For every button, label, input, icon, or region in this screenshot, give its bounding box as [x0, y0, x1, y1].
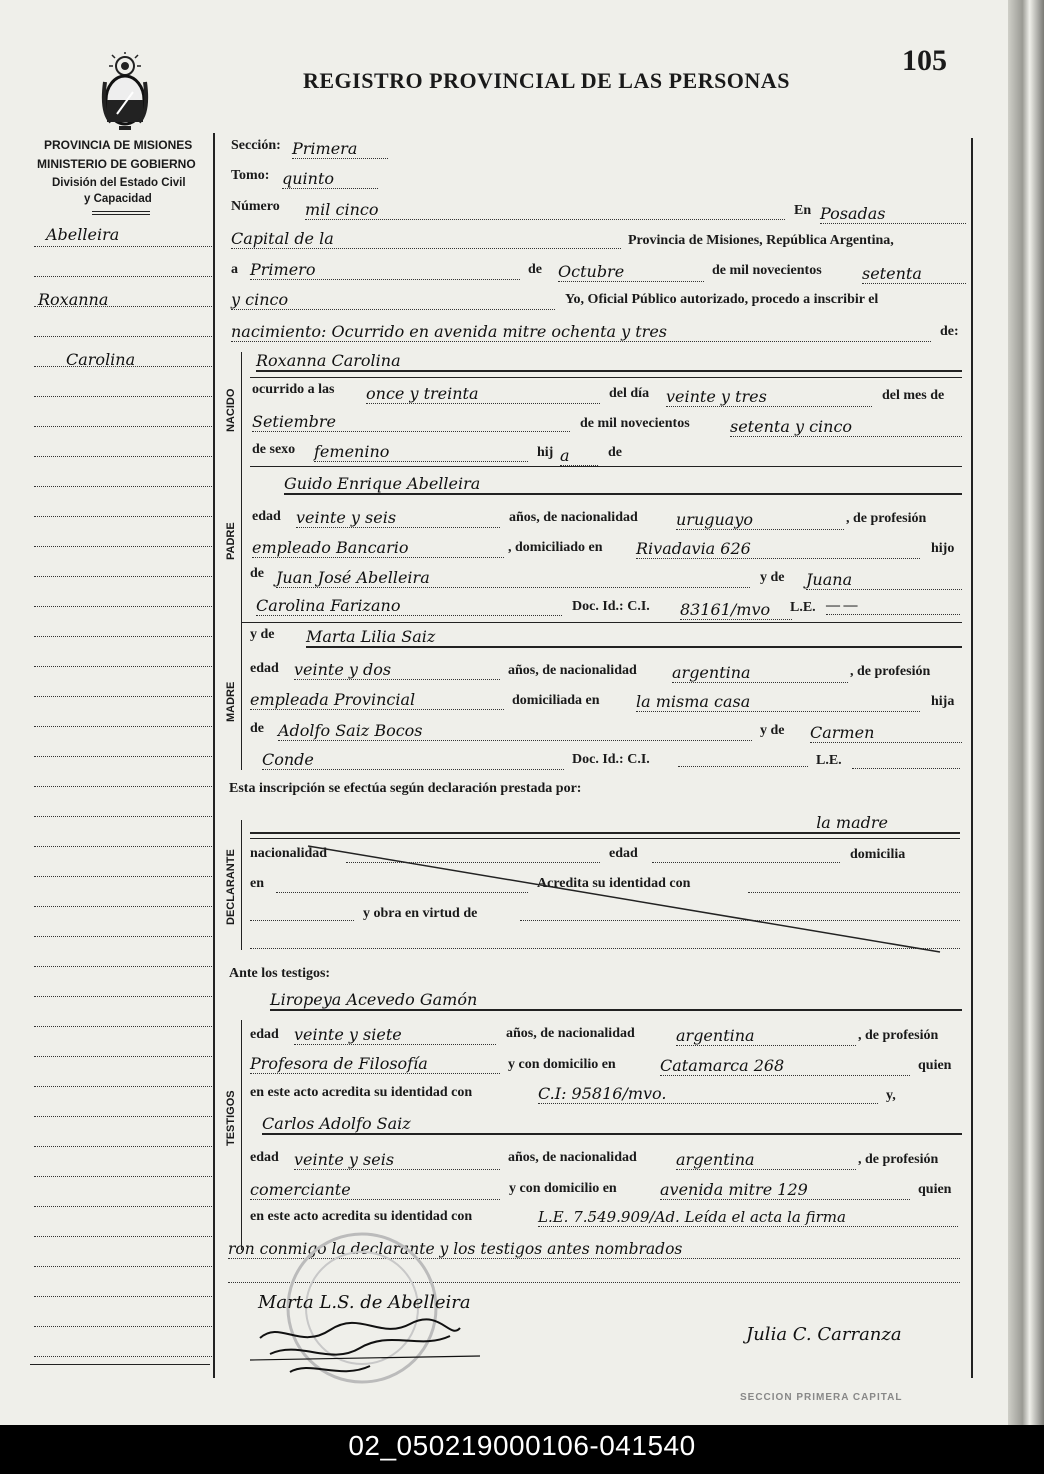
margin-line	[34, 1236, 212, 1237]
en-value: Posadas	[820, 204, 966, 224]
declarante-edad-label: edad	[609, 846, 638, 861]
declarante-en-label: en	[250, 876, 264, 891]
t1-prof-label: , de profesión	[858, 1028, 939, 1043]
seccion-label: Sección:	[231, 138, 281, 153]
divider	[92, 214, 150, 215]
ministry-label: MINISTERIO DE GOBIERNO	[37, 157, 196, 171]
margin-line	[34, 306, 212, 307]
testigo-1-nombre: Liropeya Acevedo Gamón	[270, 990, 962, 1011]
t2-dom-label: y con domicilio en	[509, 1181, 617, 1196]
ocurrido-label: ocurrido a las	[252, 382, 335, 397]
madre-nac-label: años, de nacionalidad	[508, 663, 637, 678]
padre-le-label: L.E.	[790, 600, 816, 615]
margin-line	[34, 246, 212, 247]
signature-witnesses	[240, 1310, 500, 1390]
divider	[250, 377, 962, 378]
margin-middle-name: Carolina	[66, 350, 136, 369]
section-border	[241, 820, 242, 950]
testigo-1-doc: C.I: 95816/mvo.	[538, 1084, 878, 1104]
testigo-2-profesion: comerciante	[250, 1180, 500, 1200]
signature-declarante: Marta L.S. de Abelleira	[258, 1292, 471, 1313]
declarante-acredita-label: Acredita su identidad con	[537, 876, 691, 891]
margin-line	[34, 1116, 212, 1117]
margin-line	[34, 996, 212, 997]
madre-nacionalidad: argentina	[672, 663, 848, 683]
declarante-obra-label: y obra en virtud de	[363, 906, 478, 921]
testigo-2-domicilio: avenida mitre 129	[660, 1180, 910, 1200]
testigo-1-profesion: Profesora de Filosofía	[250, 1054, 500, 1074]
cancel-stroke	[300, 840, 960, 960]
margin-line	[34, 606, 212, 607]
column-border	[213, 133, 215, 1378]
padre-hijo-label: hijo	[931, 541, 955, 556]
mes-value: Octubre	[558, 262, 704, 282]
declarante-nac-label: nacionalidad	[250, 846, 328, 861]
nacido-anio-label: de mil novecientos	[580, 416, 690, 431]
stamp-text: SECCION PRIMERA CAPITAL	[740, 1392, 903, 1403]
seccion-value: Primera	[292, 139, 388, 159]
tomo-value: quinto	[282, 169, 378, 189]
dia-label: del día	[609, 386, 650, 401]
t1-dom-label: y con domicilio en	[508, 1057, 616, 1072]
margin-first-name: Roxanna	[38, 290, 109, 309]
madre-doc-label: Doc. Id.: C.I.	[572, 752, 650, 767]
madre-madre-nombre: Carmen	[810, 723, 962, 743]
declarante-quien: la madre	[250, 813, 960, 834]
hij-label: hij	[537, 445, 554, 460]
capacity-label: y Capacidad	[84, 193, 152, 205]
margin-surname: Abelleira	[46, 225, 120, 244]
t2-acredita-label: en este acto acredita su identidad con	[250, 1209, 473, 1224]
madre-dom-label: domiciliada en	[512, 693, 600, 708]
divider	[92, 211, 150, 212]
testigo-2-doc: L.E. 7.549.909/Ad. Leída el acta la firma	[538, 1208, 958, 1227]
margin-line	[34, 1296, 212, 1297]
page-title: REGISTRO PROVINCIAL DE LAS PERSONAS	[303, 68, 790, 93]
padre-madre-nombre-2: Carolina Farizano	[256, 596, 562, 616]
madre-de-label: de	[250, 721, 264, 736]
madre-edad-label: edad	[250, 661, 279, 676]
right-border	[971, 138, 973, 1378]
padre-y-de-label: y de	[760, 570, 785, 585]
testigo-2-edad: veinte y seis	[294, 1150, 500, 1170]
madre-padre-nombre: Adolfo Saiz Bocos	[278, 721, 752, 741]
madre-domicilio: la misma casa	[636, 692, 920, 712]
de-colon-label: de:	[940, 324, 959, 339]
margin-line	[34, 1326, 212, 1327]
padre-de-label: de	[250, 566, 264, 581]
padre-profesion: empleado Bancario	[252, 538, 504, 558]
t1-y-label: y,	[886, 1088, 896, 1103]
testigo-2-nombre: Carlos Adolfo Saiz	[262, 1114, 962, 1135]
margin-line	[34, 426, 212, 427]
acto-value: nacimiento: Ocurrido en avenida mitre ochenta y tres	[231, 322, 931, 342]
coat-of-arms-icon	[97, 52, 153, 132]
en-label: En	[794, 203, 812, 218]
padre-nombre: Guido Enrique Abelleira	[284, 474, 962, 495]
margin-line	[34, 876, 212, 877]
tomo-label: Tomo:	[231, 168, 270, 183]
madre-y-de-label: y de	[250, 627, 275, 642]
madre-profesion: empleada Provincial	[250, 690, 504, 710]
madre-madre-nombre-2: Conde	[262, 750, 564, 770]
numero-value: mil cinco	[305, 200, 785, 220]
margin-line	[34, 366, 212, 367]
t2-quien-label: quien	[918, 1182, 952, 1197]
padre-domicilio: Rivadavia 626	[636, 539, 920, 559]
image-id-banner: 02_050219000106-041540	[0, 1425, 1044, 1474]
cierre-text: ron conmigo la declarante y los testigos antes nombrados	[228, 1240, 960, 1259]
margin-line	[34, 1266, 212, 1267]
anio-value-2: y cinco	[231, 290, 555, 310]
margin-line	[34, 756, 212, 757]
mes-label: del mes de	[882, 388, 945, 403]
sexo-value: femenino	[314, 442, 528, 462]
margin-line	[34, 936, 212, 937]
margin-line	[34, 516, 212, 517]
testigo-2-nacionalidad: argentina	[676, 1150, 856, 1170]
divider	[250, 466, 962, 467]
margin-line	[34, 1086, 212, 1087]
signature-oficial: Julia C. Carranza	[746, 1324, 902, 1345]
testigo-1-nacionalidad: argentina	[676, 1026, 856, 1046]
padre-label: PADRE	[225, 522, 237, 560]
a-value: Primero	[250, 260, 520, 280]
t1-quien-label: quien	[918, 1058, 952, 1073]
margin-line	[34, 816, 212, 817]
divider	[242, 622, 962, 623]
padre-prof-label: , de profesión	[846, 511, 927, 526]
padre-le-value: — —	[826, 598, 960, 615]
padre-padre-nombre: Juan José Abelleira	[276, 568, 750, 588]
hora-value: once y treinta	[366, 384, 600, 404]
t1-edad-label: edad	[250, 1027, 279, 1042]
dia-value: veinte y tres	[666, 387, 872, 407]
madre-label: MADRE	[225, 681, 237, 722]
t1-acredita-label: en este acto acredita su identidad con	[250, 1085, 473, 1100]
t2-prof-label: , de profesión	[858, 1152, 939, 1167]
madre-prof-label: , de profesión	[850, 664, 931, 679]
padre-doc-value: 83161/mvo	[680, 600, 792, 620]
margin-line	[34, 1176, 212, 1177]
padre-doc-label: Doc. Id.: C.I.	[572, 599, 650, 614]
page-number: 105	[902, 44, 947, 77]
province-label: PROVINCIA DE MISIONES	[44, 138, 193, 152]
nacido-nombre: Roxanna Carolina	[256, 351, 962, 372]
margin-line	[34, 276, 212, 277]
padre-edad-label: edad	[252, 509, 281, 524]
anio-value: setenta	[862, 264, 966, 284]
t2-edad-label: edad	[250, 1150, 279, 1165]
numero-label: Número	[231, 199, 280, 214]
divider	[250, 838, 960, 839]
capital-value: Capital de la	[231, 229, 621, 249]
nacido-anio-value: setenta y cinco	[730, 417, 962, 437]
padre-edad-value: veinte y seis	[296, 508, 500, 528]
margin-line	[34, 696, 212, 697]
section-border	[241, 352, 242, 770]
nacido-mes-value: Setiembre	[252, 412, 570, 432]
testigos-intro: Ante los testigos:	[229, 966, 331, 981]
declarante-intro: Esta inscripción se efectúa según declaración prestada por:	[229, 781, 582, 796]
testigos-label: TESTIGOS	[225, 1090, 237, 1146]
padre-nacionalidad: uruguayo	[676, 510, 844, 530]
madre-y-de2-label: y de	[760, 723, 785, 738]
provincia-text: Provincia de Misiones, República Argentina,	[628, 233, 894, 248]
section-border	[241, 1020, 242, 1250]
margin-line	[34, 576, 212, 577]
de-label: de	[528, 262, 542, 277]
oficial-text: Yo, Oficial Público autorizado, procedo a inscribir el	[565, 292, 879, 307]
margin-line	[34, 906, 212, 907]
t2-nac-label: años, de nacionalidad	[508, 1150, 637, 1165]
sexo-label: de sexo	[252, 442, 296, 457]
margin-line	[34, 1356, 212, 1357]
testigo-1-domicilio: Catamarca 268	[660, 1056, 910, 1076]
margin-line	[34, 966, 212, 967]
margin-line	[34, 726, 212, 727]
margin-line	[34, 1206, 212, 1207]
margin-line	[34, 1056, 212, 1057]
madre-le-line	[852, 768, 960, 769]
margin-line	[34, 1146, 212, 1147]
nacido-label: NACIDO	[225, 388, 237, 432]
margin-line	[34, 486, 212, 487]
margin-line	[34, 396, 212, 397]
a-label: a	[231, 262, 238, 277]
division-label: División del Estado Civil	[52, 177, 186, 189]
madre-edad-value: veinte y dos	[294, 660, 500, 680]
padre-madre-nombre: Juana	[806, 570, 962, 590]
book-binding	[1008, 0, 1044, 1425]
declarante-dom-label: domicilia	[850, 847, 906, 862]
margin-line	[34, 1026, 212, 1027]
madre-le-label: L.E.	[816, 753, 842, 768]
margin-line	[34, 456, 212, 457]
madre-nombre: Marta Lilia Saiz	[306, 627, 962, 648]
padre-nac-label: años, de nacionalidad	[509, 510, 638, 525]
hij-value: a	[560, 446, 598, 466]
testigo-1-edad: veinte y siete	[294, 1025, 496, 1045]
novecientos-text: de mil novecientos	[712, 263, 822, 278]
madre-doc-line	[678, 766, 808, 767]
margin-line	[34, 336, 212, 337]
margin-line	[34, 666, 212, 667]
padre-dom-label: , domiciliado en	[508, 540, 603, 555]
margin-line	[34, 786, 212, 787]
madre-hija-label: hija	[931, 694, 955, 709]
nacido-de-label: de	[608, 445, 622, 460]
divider	[30, 1364, 210, 1365]
margin-line	[34, 546, 212, 547]
t1-nac-label: años, de nacionalidad	[506, 1026, 635, 1041]
margin-line	[34, 846, 212, 847]
declarante-label: DECLARANTE	[225, 849, 237, 925]
margin-line	[34, 636, 212, 637]
